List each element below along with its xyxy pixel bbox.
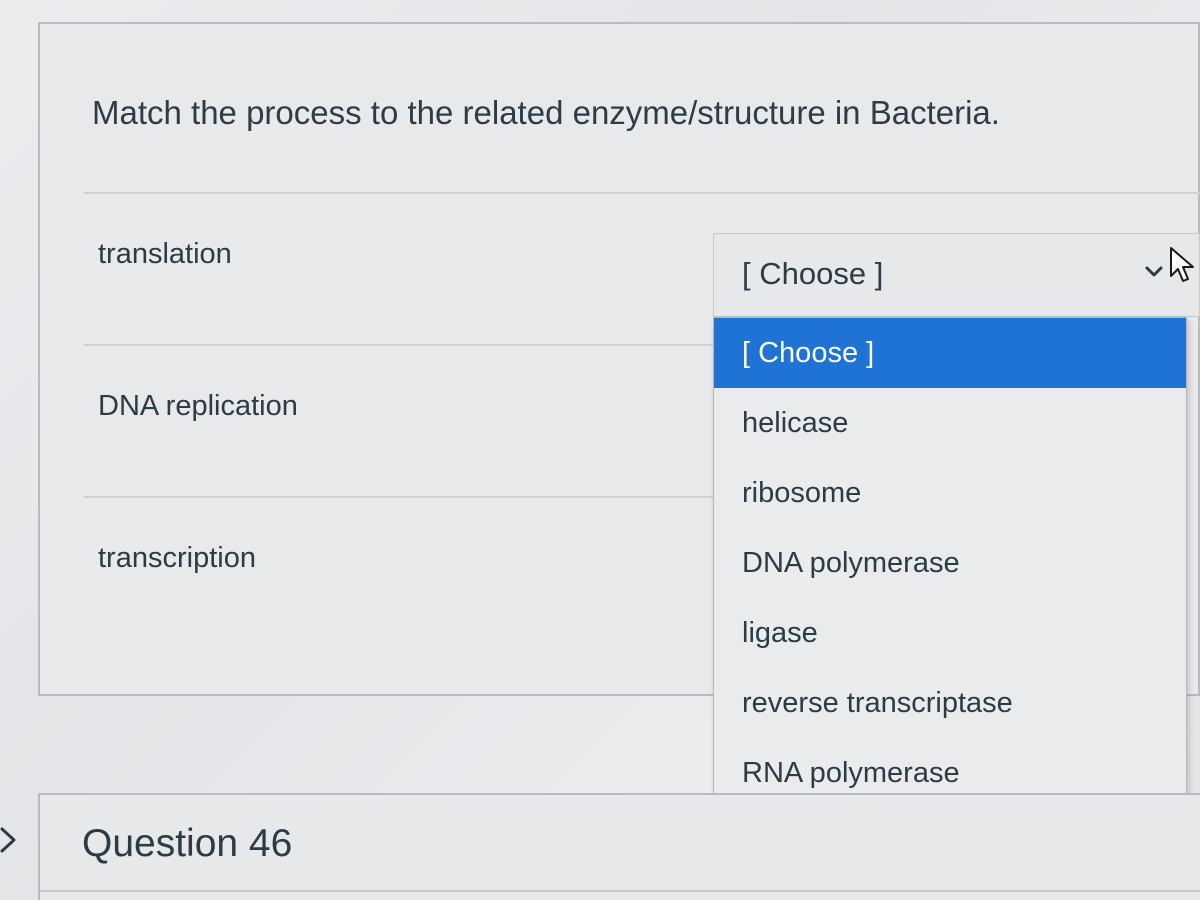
select-current-value: [ Choose ]	[742, 256, 884, 291]
question-prompt: Match the process to the related enzyme/structure in Bacteria.	[92, 94, 1000, 131]
dropdown-option-helicase[interactable]: helicase	[742, 407, 849, 439]
chevron-down-icon	[1143, 260, 1165, 282]
dropdown-option-dna-polymerase[interactable]: DNA polymerase	[742, 547, 960, 579]
dropdown-option-choose[interactable]: [ Choose ]	[714, 318, 1186, 388]
dropdown-option-rna-polymerase[interactable]: RNA polymerase	[742, 757, 960, 789]
mouse-cursor-icon	[1167, 246, 1197, 286]
divider	[84, 344, 713, 346]
answer-select-translation[interactable]	[713, 233, 1200, 317]
row-label-dna-replication: DNA replication	[98, 390, 298, 422]
answer-dropdown-list	[713, 317, 1187, 813]
row-label-transcription: transcription	[98, 542, 256, 574]
divider	[40, 890, 1200, 892]
dropdown-option-reverse-transcriptase[interactable]: reverse transcriptase	[742, 687, 1013, 719]
divider	[84, 496, 713, 498]
chevron-right-icon[interactable]	[0, 826, 20, 854]
dropdown-option-ligase[interactable]: ligase	[742, 617, 818, 649]
row-label-translation: translation	[98, 238, 232, 270]
dropdown-option-ribosome[interactable]: ribosome	[742, 477, 862, 509]
divider	[84, 192, 1200, 194]
next-question-title: Question 46	[82, 822, 293, 865]
